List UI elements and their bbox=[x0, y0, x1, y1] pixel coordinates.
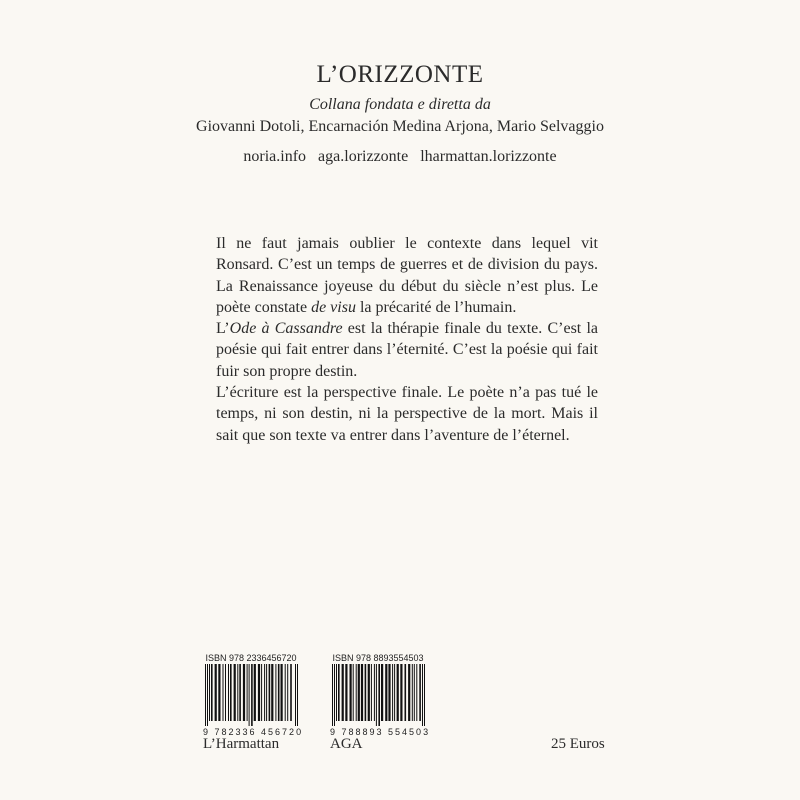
barcode-bar bbox=[422, 664, 423, 726]
barcode-bar bbox=[297, 664, 298, 726]
barcode-bar bbox=[414, 664, 415, 721]
barcode-bar bbox=[371, 664, 372, 721]
link-lharmattan: lharmattan.lorizzonte bbox=[420, 148, 557, 165]
blurb-p1-tail: la précarité de l’humain. bbox=[355, 298, 517, 316]
barcode-bar bbox=[258, 664, 260, 721]
barcode-bar bbox=[378, 664, 380, 726]
barcode-bar bbox=[350, 664, 352, 721]
barcode-bar bbox=[230, 664, 232, 721]
barcode-bar bbox=[237, 664, 238, 721]
barcode-bar bbox=[365, 664, 367, 721]
blurb-paragraph-1 bbox=[216, 233, 598, 318]
barcode-bar bbox=[247, 664, 248, 721]
barcode-icon bbox=[203, 664, 299, 726]
barcode-bar bbox=[249, 664, 250, 726]
publisher-aga: AGA bbox=[330, 736, 363, 752]
barcode-bar bbox=[336, 664, 337, 721]
barcode-bar bbox=[419, 664, 421, 721]
barcode-bar bbox=[400, 664, 402, 721]
barcode-bar bbox=[275, 664, 276, 721]
barcode-bar bbox=[205, 664, 206, 726]
barcode-bar bbox=[416, 664, 417, 721]
barcode-bar bbox=[223, 664, 224, 721]
blurb-paragraph-3: L’écriture est la perspective finale. Le poète n’a pas tué le temps, ni son destin, ni la perspective de la mort. Mais il sait que son texte va entrer dans l’aventure de l’éternel. bbox=[216, 384, 598, 444]
link-noria: noria.info bbox=[243, 148, 307, 165]
isbn-label: ISBN 978 8893554503 bbox=[332, 653, 424, 663]
barcode-bar bbox=[218, 664, 220, 721]
series-title: L’ORIZZONTE bbox=[316, 61, 484, 88]
barcode-bar bbox=[353, 664, 354, 721]
barcode-bar bbox=[408, 664, 410, 721]
barcode-bar bbox=[394, 664, 395, 721]
barcode-bar bbox=[234, 664, 236, 721]
barcode-bar bbox=[254, 664, 256, 721]
barcode-bar bbox=[266, 664, 267, 721]
barcode-bar bbox=[269, 664, 271, 721]
isbn-digits: 9 782336 456720 bbox=[203, 727, 304, 737]
barcode-bar bbox=[243, 664, 245, 721]
barcode-bar bbox=[281, 664, 283, 721]
barcode-bar bbox=[209, 664, 210, 721]
blurb-p1-emphasis: de visu bbox=[311, 298, 356, 316]
barcode-bar bbox=[285, 664, 286, 721]
barcode-bar bbox=[345, 664, 347, 721]
barcode-bar bbox=[358, 664, 360, 721]
barcode-bar bbox=[211, 664, 213, 721]
series-links bbox=[100, 146, 700, 168]
barcode-bar bbox=[385, 664, 387, 721]
blurb-p2-head: L’ bbox=[216, 320, 230, 338]
barcode-bar bbox=[342, 664, 344, 721]
series-header bbox=[100, 58, 700, 168]
barcode-bar bbox=[271, 664, 273, 721]
barcode-bar bbox=[338, 664, 340, 721]
barcode-bar bbox=[290, 664, 292, 721]
barcode-bar bbox=[368, 664, 370, 721]
barcode-bar bbox=[225, 664, 226, 721]
blurb bbox=[216, 233, 598, 446]
blurb-paragraph-2 bbox=[216, 318, 598, 382]
barcode-bar bbox=[376, 664, 377, 726]
barcode-bar bbox=[381, 664, 383, 721]
series-subtitle: Collana fondata e diretta da bbox=[309, 96, 491, 113]
barcode-bar bbox=[264, 664, 265, 721]
barcode-bar bbox=[215, 664, 217, 721]
barcode-bar bbox=[405, 664, 407, 721]
barcode-bar bbox=[412, 664, 413, 721]
barcode-bar bbox=[392, 664, 393, 721]
barcode-bar bbox=[424, 664, 425, 726]
barcode-bar bbox=[207, 664, 208, 726]
isbn-label: ISBN 978 2336456720 bbox=[205, 653, 297, 663]
blurb-p1-text: Il ne faut jamais oublier le contexte dans lequel vit Ronsard. C’est un temps de guerres et de division du pays. La Renaissance joyeuse du début du siècle n’est plus. Le poète constate bbox=[216, 235, 598, 316]
series-editors: Giovanni Dotoli, Encarnación Medina Arjona, Mario Selvaggio bbox=[196, 118, 604, 135]
barcode-bar bbox=[374, 664, 375, 721]
barcode-bar bbox=[388, 664, 390, 721]
barcode-bar bbox=[334, 664, 335, 726]
barcode-bar bbox=[261, 664, 262, 721]
barcode-aga bbox=[330, 652, 431, 738]
price: 25 Euros bbox=[551, 736, 605, 752]
barcode-bar bbox=[397, 664, 399, 721]
barcode-icon bbox=[330, 664, 426, 726]
barcode-bar bbox=[287, 664, 288, 721]
barcode-bar bbox=[251, 664, 253, 726]
barcode-bar bbox=[295, 664, 296, 726]
barcode-bar bbox=[228, 664, 229, 721]
blurb-p2-tail: est la thérapie finale du texte. C’est la poésie qui fait entrer dans l’éternité. C’est la poésie qui fait fuir son propre destin. bbox=[216, 320, 598, 380]
isbn-digits: 9 788893 554503 bbox=[330, 727, 431, 737]
link-aga: aga.lorizzonte bbox=[318, 148, 409, 165]
barcode-bar bbox=[361, 664, 363, 721]
barcode-lharmattan bbox=[203, 652, 304, 738]
publisher-lharmattan: L’Harmattan bbox=[203, 736, 280, 752]
barcode-bar bbox=[332, 664, 333, 726]
barcode-bar bbox=[356, 664, 357, 721]
blurb-p2-emphasis: Ode à Cassandre bbox=[229, 320, 343, 338]
barcode-bar bbox=[239, 664, 241, 721]
barcode-bar bbox=[278, 664, 280, 721]
